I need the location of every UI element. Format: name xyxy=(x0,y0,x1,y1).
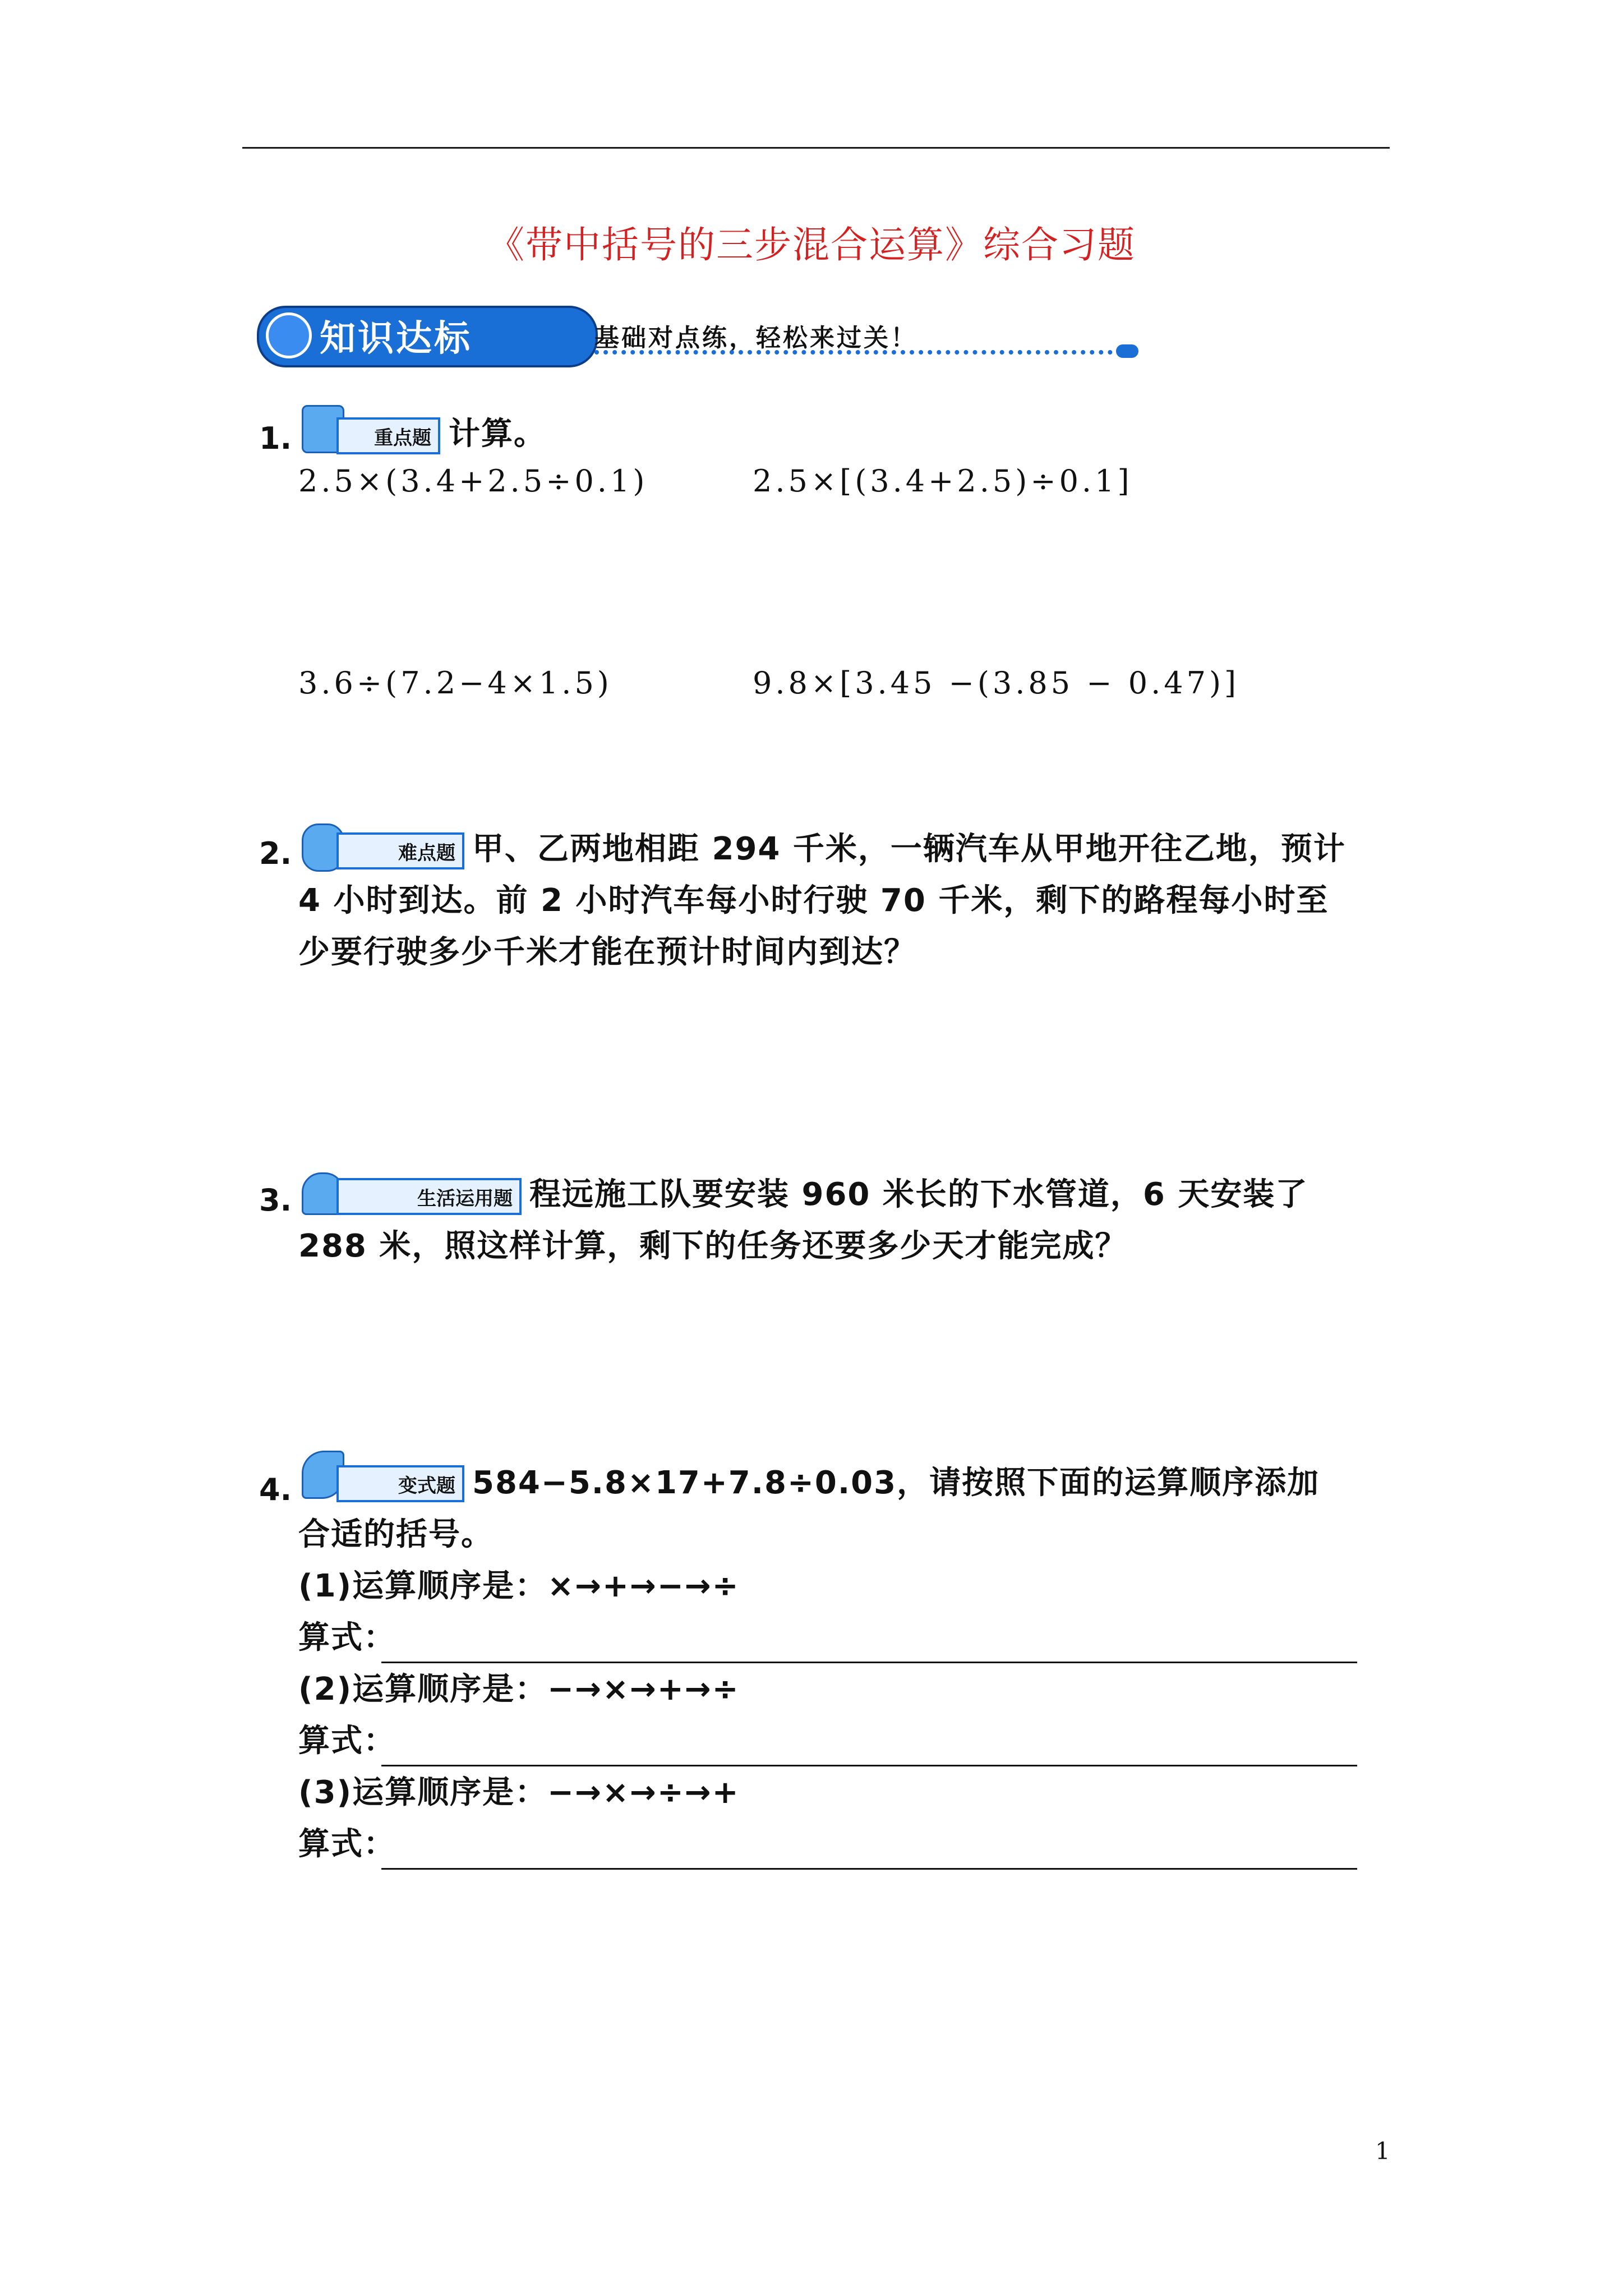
q4-formula-label-2: 算式： xyxy=(298,1723,396,1759)
question-4-line-2: 合适的括号。 xyxy=(298,1516,494,1553)
question-1-badge: 重点题 xyxy=(336,417,440,454)
q4-order-1: (1)运算顺序是：×→+→−→÷ xyxy=(298,1568,740,1604)
q1-expression-b: 2.5×[(3.4+2.5)÷0.1] xyxy=(753,463,1133,499)
question-2-number: 2. xyxy=(259,836,292,871)
question-2-badge: 难点题 xyxy=(336,832,464,869)
q4-order-2: (2)运算顺序是：−→×→+→÷ xyxy=(298,1671,740,1708)
question-2-line-2: 4 小时到达。前 2 小时汽车每小时行驶 70 千米，剩下的路程每小时至 xyxy=(298,882,1329,919)
q1-expression-a: 2.5×(3.4+2.5÷0.1) xyxy=(298,463,648,499)
section-tagline: 基础对点练，轻松来过关！ xyxy=(594,324,917,352)
question-1-prompt: 计算。 xyxy=(449,416,546,452)
header-rule xyxy=(242,147,1390,149)
question-1-number: 1. xyxy=(259,421,292,456)
question-4-number: 4. xyxy=(259,1472,292,1507)
question-4-badge: 变式题 xyxy=(336,1465,464,1502)
pinwheel-icon: ✻ xyxy=(516,310,554,362)
q4-answer-line-2[interactable] xyxy=(381,1765,1357,1766)
dotted-divider xyxy=(594,350,1122,355)
q4-formula-label-3: 算式： xyxy=(298,1826,396,1862)
page-number: 1 xyxy=(1375,2137,1390,2165)
question-2-line-3: 少要行驶多少千米才能在预计时间内到达？ xyxy=(298,934,916,970)
question-3-number: 3. xyxy=(259,1182,292,1218)
q4-formula-label-1: 算式： xyxy=(298,1619,396,1656)
question-3-line-1: 程远施工队要安装 960 米长的下水管道，6 天安装了 xyxy=(529,1176,1308,1213)
question-3-badge: 生活运用题 xyxy=(336,1178,522,1215)
divider-end-cap xyxy=(1116,344,1138,358)
q4-answer-line-3[interactable] xyxy=(381,1868,1357,1870)
question-3-line-2: 288 米，照这样计算，剩下的任务还要多少天才能完成？ xyxy=(298,1228,1128,1264)
q1-expression-c: 3.6÷(7.2−4×1.5) xyxy=(298,665,612,701)
section-banner-label: 知识达标 xyxy=(320,318,472,360)
q4-order-3: (3)运算顺序是：−→×→÷→+ xyxy=(298,1774,740,1811)
page-title: 《带中括号的三步混合运算》综合习题 xyxy=(487,223,1136,266)
question-2-line-1: 甲、乙两地相距 294 千米，一辆汽车从甲地开往乙地，预计 xyxy=(472,831,1346,867)
q1-expression-d: 9.8×[3.45 −(3.85 − 0.47)] xyxy=(753,665,1240,701)
smiley-icon xyxy=(266,312,312,358)
q4-answer-line-1[interactable] xyxy=(381,1662,1357,1663)
question-4-line-1: 584−5.8×17+7.8÷0.03，请按照下面的运算顺序添加 xyxy=(472,1465,1320,1501)
